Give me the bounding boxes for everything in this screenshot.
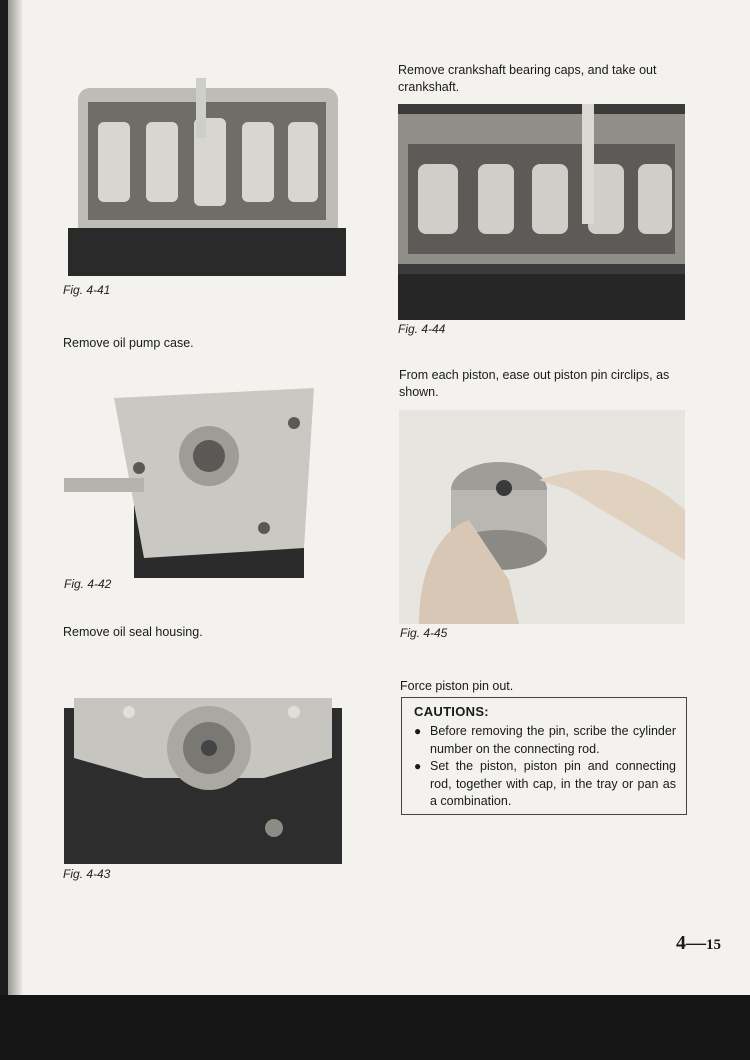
caution-text: Set the piston, piston pin and connecting rod, together with cap, in the tray or pan as a combination. <box>430 759 676 808</box>
cautions-list <box>414 723 676 811</box>
photo-crankshaft-caps <box>68 78 346 276</box>
page-number <box>676 932 721 955</box>
photo-oil-seal-housing <box>64 668 342 864</box>
step-text: Remove oil seal housing. <box>63 625 203 639</box>
chapter-number: 4 <box>676 932 686 954</box>
page-number-dash: — <box>686 932 706 954</box>
photo-piston-circlip <box>399 410 685 624</box>
step-text-line: shown. <box>399 385 439 399</box>
figure-caption: Fig. 4-42 <box>64 577 112 591</box>
step-text-line: crankshaft. <box>398 80 460 94</box>
figure-caption: Fig. 4-45 <box>400 626 448 640</box>
caution-text: Before removing the pin, scribe the cylinder number on the connecting rod. <box>430 724 676 756</box>
binding-shadow <box>8 0 22 995</box>
step-text-line: Remove crankshaft bearing caps, and take out <box>398 63 657 77</box>
figure-caption: Fig. 4-43 <box>63 867 111 881</box>
scan-background <box>0 995 750 1060</box>
bullet-icon: ● <box>414 759 422 773</box>
photo-oil-pump-case <box>64 378 328 578</box>
figure-caption: Fig. 4-44 <box>398 322 446 336</box>
photo-crankshaft-removal <box>398 104 685 320</box>
cautions-box <box>401 697 687 815</box>
bullet-icon: ● <box>414 724 422 738</box>
caution-item <box>414 723 676 758</box>
step-text-line: From each piston, ease out piston pin circlips, as <box>399 368 670 382</box>
figure-caption: Fig. 4-41 <box>63 283 111 297</box>
step-text: Remove oil pump case. <box>63 336 194 350</box>
caution-item <box>414 758 676 811</box>
step-text: Force piston pin out. <box>400 679 514 693</box>
page-index: 15 <box>706 937 721 953</box>
cautions-title: CAUTIONS: <box>414 704 489 719</box>
